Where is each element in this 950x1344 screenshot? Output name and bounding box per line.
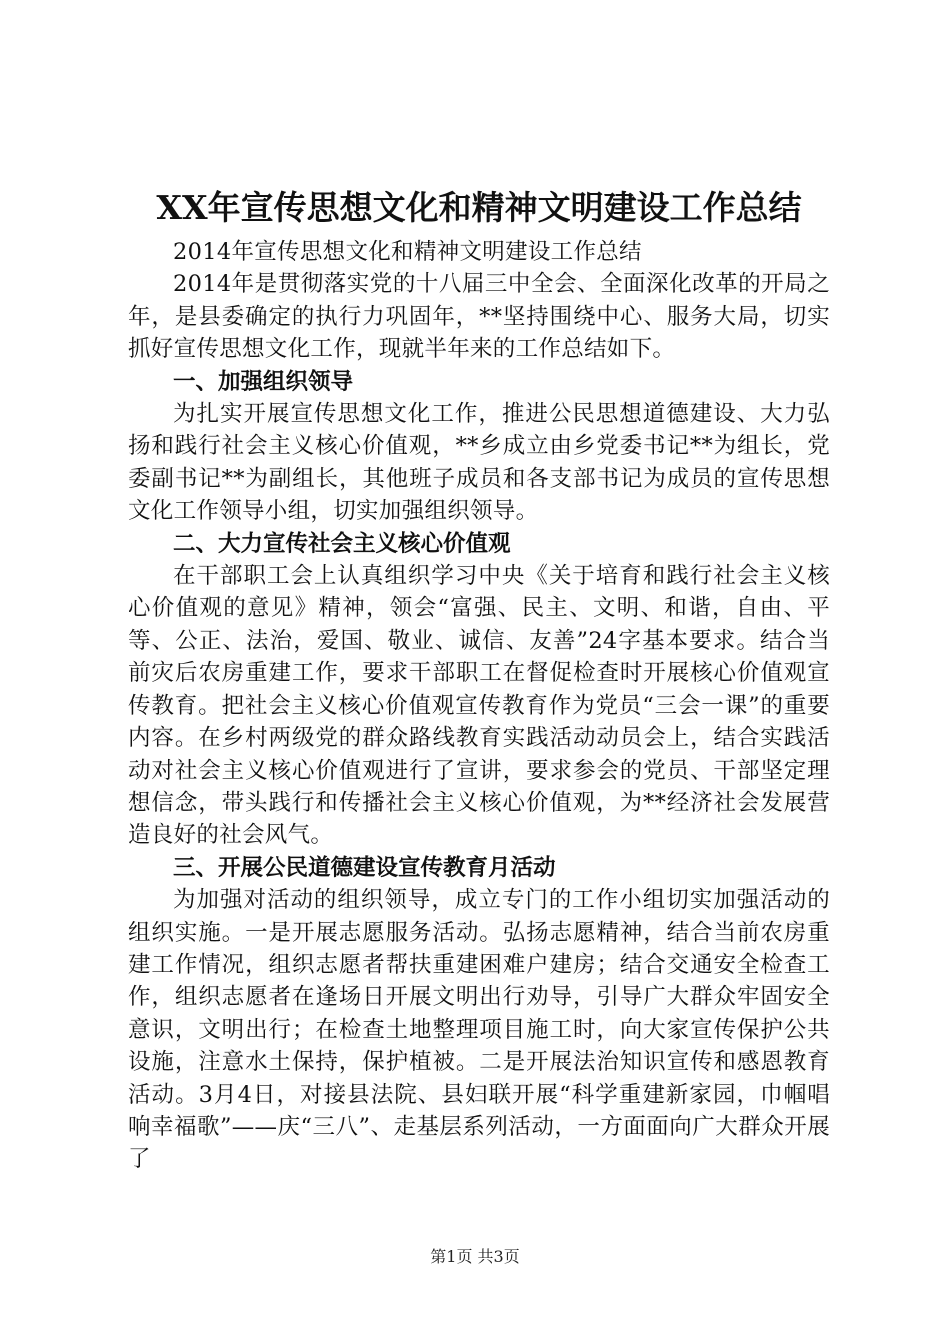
body-paragraph-section-1: 为扎实开展宣传思想文化工作，推进公民思想道德建设、大力弘扬和践行社会主义核心价值观，**乡成立由乡党委书记**为组长，党委副书记**为副组长，其他班子成员和各支部书记为成员的宣传思想文化工作领导小组，切实加强组织领导。 [128,401,830,525]
body-paragraph-section-2: 在干部职工会上认真组织学习中央《关于培育和践行社会主义核心价值观的意见》精神，领会“富强、民主、文明、和谐，自由、平等、公正、法治，爱国、敬业、诚信、友善”24字基本要求。结合当前灾后农房重建工作，要求干部职工在督促检查时开展核心价值观宣传教育。把社会主义核心价值观宣传教育作为党员“三会一课”的重要内容。在乡村两级党的群众路线教育实践活动动员会上，结合实践活动对社会主义核心价值观进行了宣讲，要求参会的党员、干部坚定理想信念，带头践行和传播社会主义核心价值观，为**经济社会发展营造良好的社会风气。 [128,563,830,849]
document-page [128,178,830,1176]
section-heading-2: 二、大力宣传社会主义核心价值观 [173,530,511,557]
document-title: XX年宣传思想文化和精神文明建设工作总结 [156,188,802,227]
body-paragraph-intro: 2014年是贯彻落实党的十八届三中全会、全面深化改革的开局之年，是县委确定的执行力巩固年，**坚持围绕中心、服务大局，切实抓好宣传思想文化工作，现就半年来的工作总结如下。 [128,271,830,363]
document-body [128,236,830,1176]
section-heading-1: 一、加强组织领导 [173,368,354,395]
section-heading-3: 三、开展公民道德建设宣传教育月活动 [173,854,556,881]
page-footer: 第1页 共3页 [430,1247,520,1266]
body-paragraph-subtitle: 2014年宣传思想文化和精神文明建设工作总结 [173,239,642,265]
body-paragraph-section-3: 为加强对活动的组织领导，成立专门的工作小组切实加强活动的组织实施。一是开展志愿服务活动。弘扬志愿精神，结合当前农房重建工作情况，组织志愿者帮扶重建困难户建房；结合交通安全检查工作，组织志愿者在逢场日开展文明出行劝导，引导广大群众牢固安全意识，文明出行；在检查土地整理项目施工时，向大家宣传保护公共设施，注意水土保持，保护植被。二是开展法治知识宣传和感恩教育活动。3月4日，对接县法院、县妇联开展“科学重建新家园，巾帼唱响幸福歌”——庆“三八”、走基层系列活动，一方面面向广大群众开展了 [128,887,830,1173]
